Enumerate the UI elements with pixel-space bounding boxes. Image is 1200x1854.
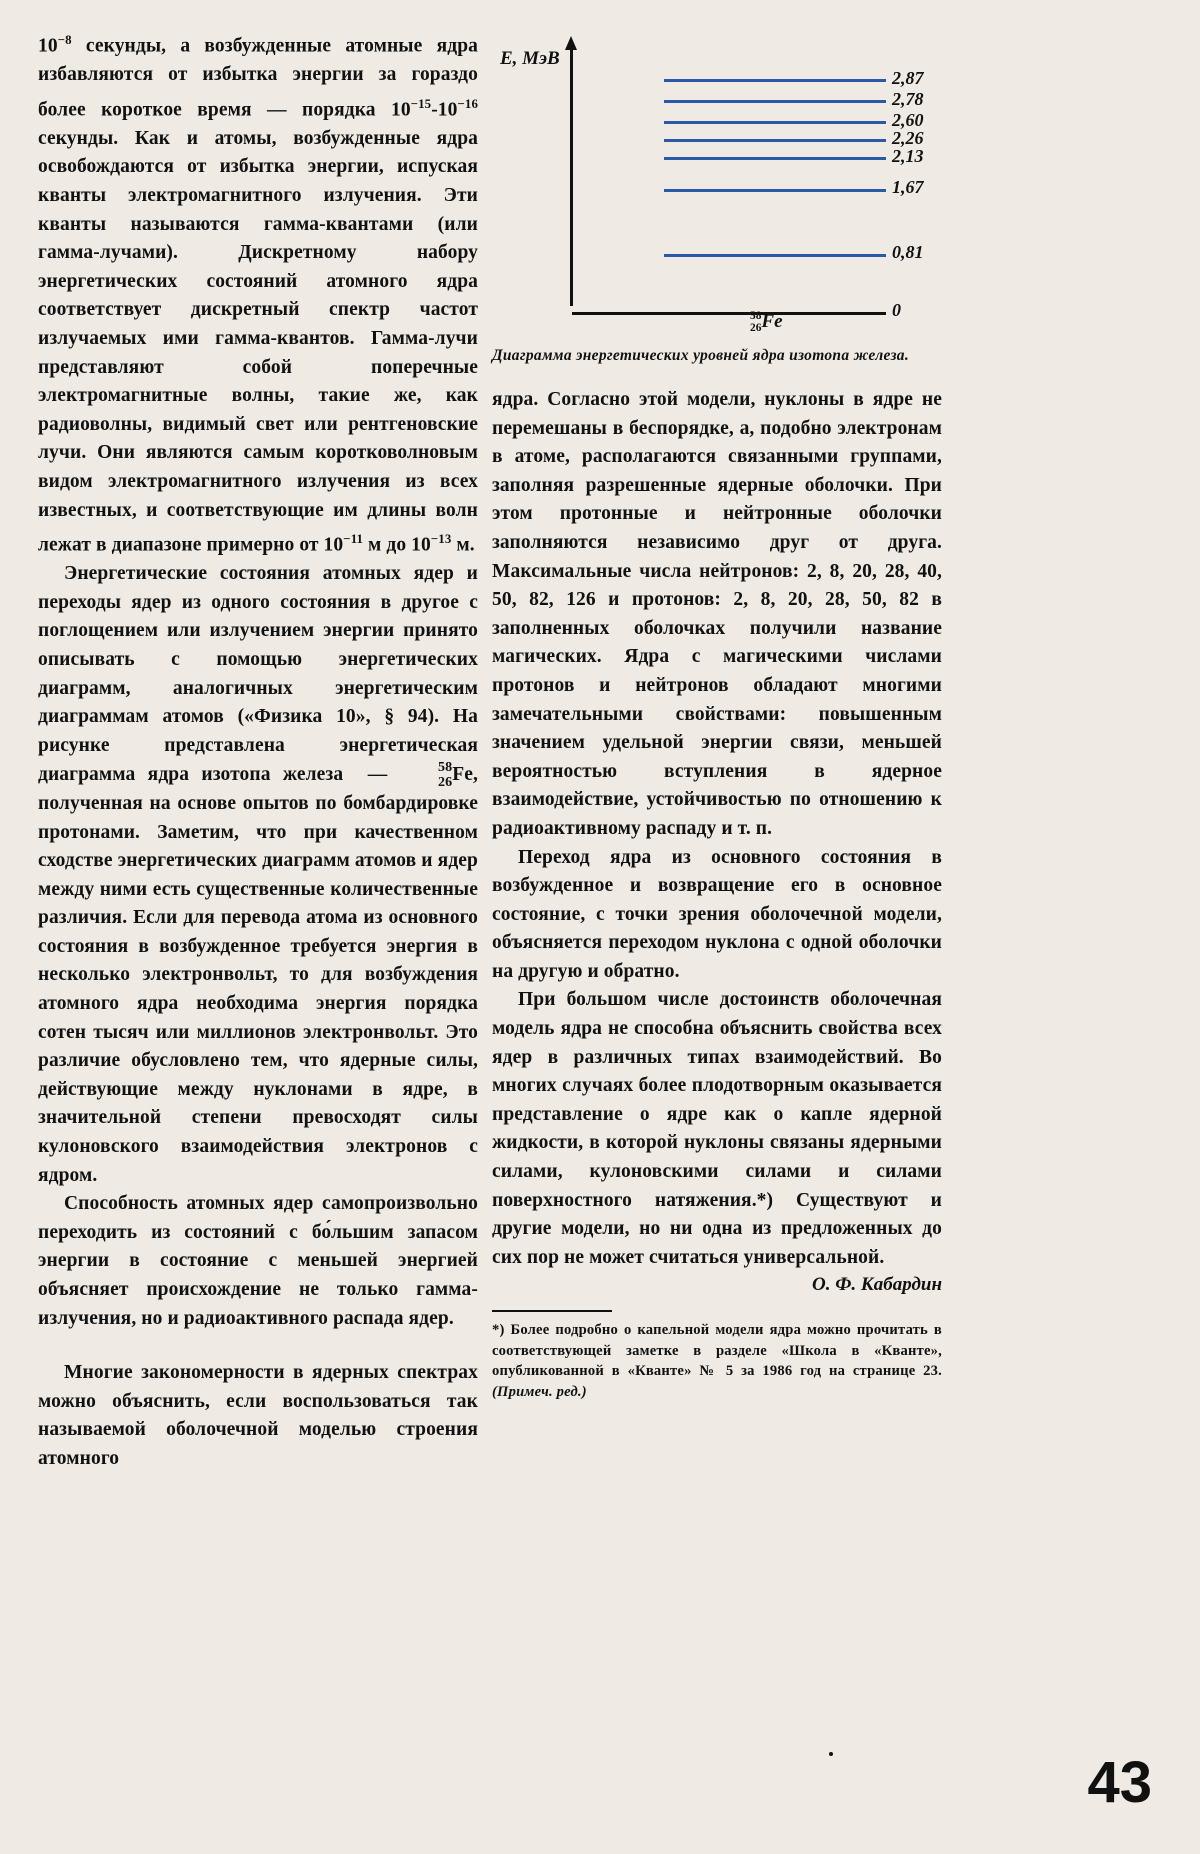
mass-number: 58	[750, 310, 762, 323]
footnote-text: *) Более подробно о капельной модели ядра можно прочитать в соответствующей заметке в разделе «Школа в «Кванте», опубликованной в «Кванте» № 5 за 1986 год на странице 23. (Примеч. ред.)	[492, 1322, 942, 1400]
level-line-2.87	[664, 79, 886, 82]
footnote-divider	[492, 1310, 612, 1312]
right-paragraph-1: ядра. Согласно этой модели, нуклоны в ядре не перемешаны в беспорядке, а, подобно электронам в атоме, располагаются связанными группами, заполняя разрешенные ядерные оболочки. При этом протонные и нейтронные оболочки заполняются независимо друг от друга. Максимальные числа нейтронов: 2, 8, 20, 28, 40, 50, 82, 126 и протонов: 2, 8, 20, 28, 50, 82 в заполненных оболочках получили название магических. Ядра с магическими числами протонов и нейтронов обладают многими замечательными свойствами: повышенным значением удельной энергии связи, меньшей вероятностью вступления в ядерное взаимодействие, устойчивостью по отношению к радиоактивному распаду и т. п.	[492, 389, 942, 839]
right-paragraph-3: При большом числе достоинств оболочечная модель ядра не способна объяснить свойства всех ядер в различных типах взаимодействий. Во многих случаях более плодотворным оказывается представление о ядре как о капле ядерной жидкости, в которой нуклоны связаны ядерными силами, кулоновскими силами и силами поверхностного натяжения.*) Существуют и другие модели, но ни одна из предложенных до сих пор не может считаться универсальной.	[492, 989, 942, 1268]
level-line-2.26	[664, 139, 886, 142]
paragraph-3: Способность атомных ядер самопроизвольно переходить из состояний с бо́льшим запасом энергии в состояние с меньшей энергией объясняет происхождение не только гамма-излучения, но и радиоактивного распада ядер.	[38, 1193, 478, 1329]
nuclide-numbers	[750, 311, 761, 335]
paragraph-1: $10^{-8}$ секунды, а возбужденные атомные ядра избавляются от избытка энергии за гораздо более короткое время — порядка $10^{-15}-10^{-16}$ секунды. Как и атомы, возбужденные ядра освобождаются от избытка энергии, испуская кванты электромагнитного излучения. Эти кванты называются гамма-квантами (или гамма-лучами). Дискретному набору энергетических состояний атомного ядра соответствует дискретный спектр частот излучаемых ими гамма-квантов. Гамма-лучи представляют собой поперечные электромагнитные волны, такие же, как радиоволны, видимый свет или рентгеновские лучи. Они являются самым коротковолновым видом электромагнитного излучения из всех известных, и соответствующие им длины волн лежат в диапазоне примерно от $10^{-11}$ м до $10^{-13}$ м.	[38, 33, 478, 556]
atomic-number: 26	[750, 321, 762, 334]
level-value-1.67: 1,67	[892, 177, 924, 197]
level-line-0.81	[664, 254, 886, 257]
left-text-column	[38, 26, 478, 1474]
right-column	[492, 26, 942, 1402]
level-line-2.13	[664, 157, 886, 160]
level-value-2.78: 2,78	[892, 89, 924, 109]
level-value-2.13: 2,13	[892, 146, 924, 166]
nuclide-label	[750, 311, 783, 335]
level-value-2.87: 2,87	[892, 68, 924, 88]
paragraph-4: Многие закономерности в ядерных спектрах можно объяснить, если воспользоваться так называемой оболочечной моделью строения атомного	[38, 1362, 478, 1469]
level-value-0: 0	[892, 300, 901, 320]
level-line-1.67	[664, 189, 886, 192]
level-value-2.60: 2,60	[892, 110, 924, 130]
right-paragraph-2: Переход ядра из основного состояния в возбужденное и возвращение его в основное состояние, с точки зрения оболочечной модели, объясняется переходом нуклона с одной оболочки на другую и обратно.	[492, 846, 942, 982]
author-signature: О. Ф. Кабардин	[811, 1274, 942, 1296]
paragraph-2: Энергетические состояния атомных ядер и переходы ядер из одного состояния в другое с поглощением или излучением энергии принято описывать с помощью энергетических диаграмм, аналогичных энергетическим диаграммам атомов («Физика 10», § 94). На рисунке представлена энергетическая диаграмма ядра изотопа железа — 58 26 Fe, полученная на основе опытов по бомбардировке протонами. Заметим, что при качественном сходстве энергетических диаграмм атомов и ядер между ними есть существенные количественные различия. Если для перевода атома из основного состояния в возбужденное требуется энергия в несколько электронвольт, то для возбуждения атомного ядра необходима энергия порядка сотен тысяч или миллионов электронвольт. Это различие обусловлено тем, что ядерные силы, действующие между нуклонами в ядре, в значительной степени превосходят силы кулоновского взаимодействия электронов с ядром.	[38, 563, 478, 1186]
level-value-0.81: 0,81	[892, 242, 924, 262]
level-line-2.60	[664, 121, 886, 124]
page-number: 43	[1087, 1750, 1152, 1815]
element-symbol: Fe	[761, 311, 783, 332]
energy-level-diagram	[492, 26, 942, 341]
axis-label-energy: Е, МэВ	[500, 48, 560, 69]
level-value-2.26: 2,26	[892, 128, 924, 148]
level-line-ground	[572, 312, 886, 315]
vertical-axis	[570, 48, 573, 306]
level-line-2.78	[664, 100, 886, 103]
decorative-dot	[829, 1752, 833, 1756]
figure-caption: Диаграмма энергетических уровней ядра изотопа железа.	[492, 347, 910, 364]
